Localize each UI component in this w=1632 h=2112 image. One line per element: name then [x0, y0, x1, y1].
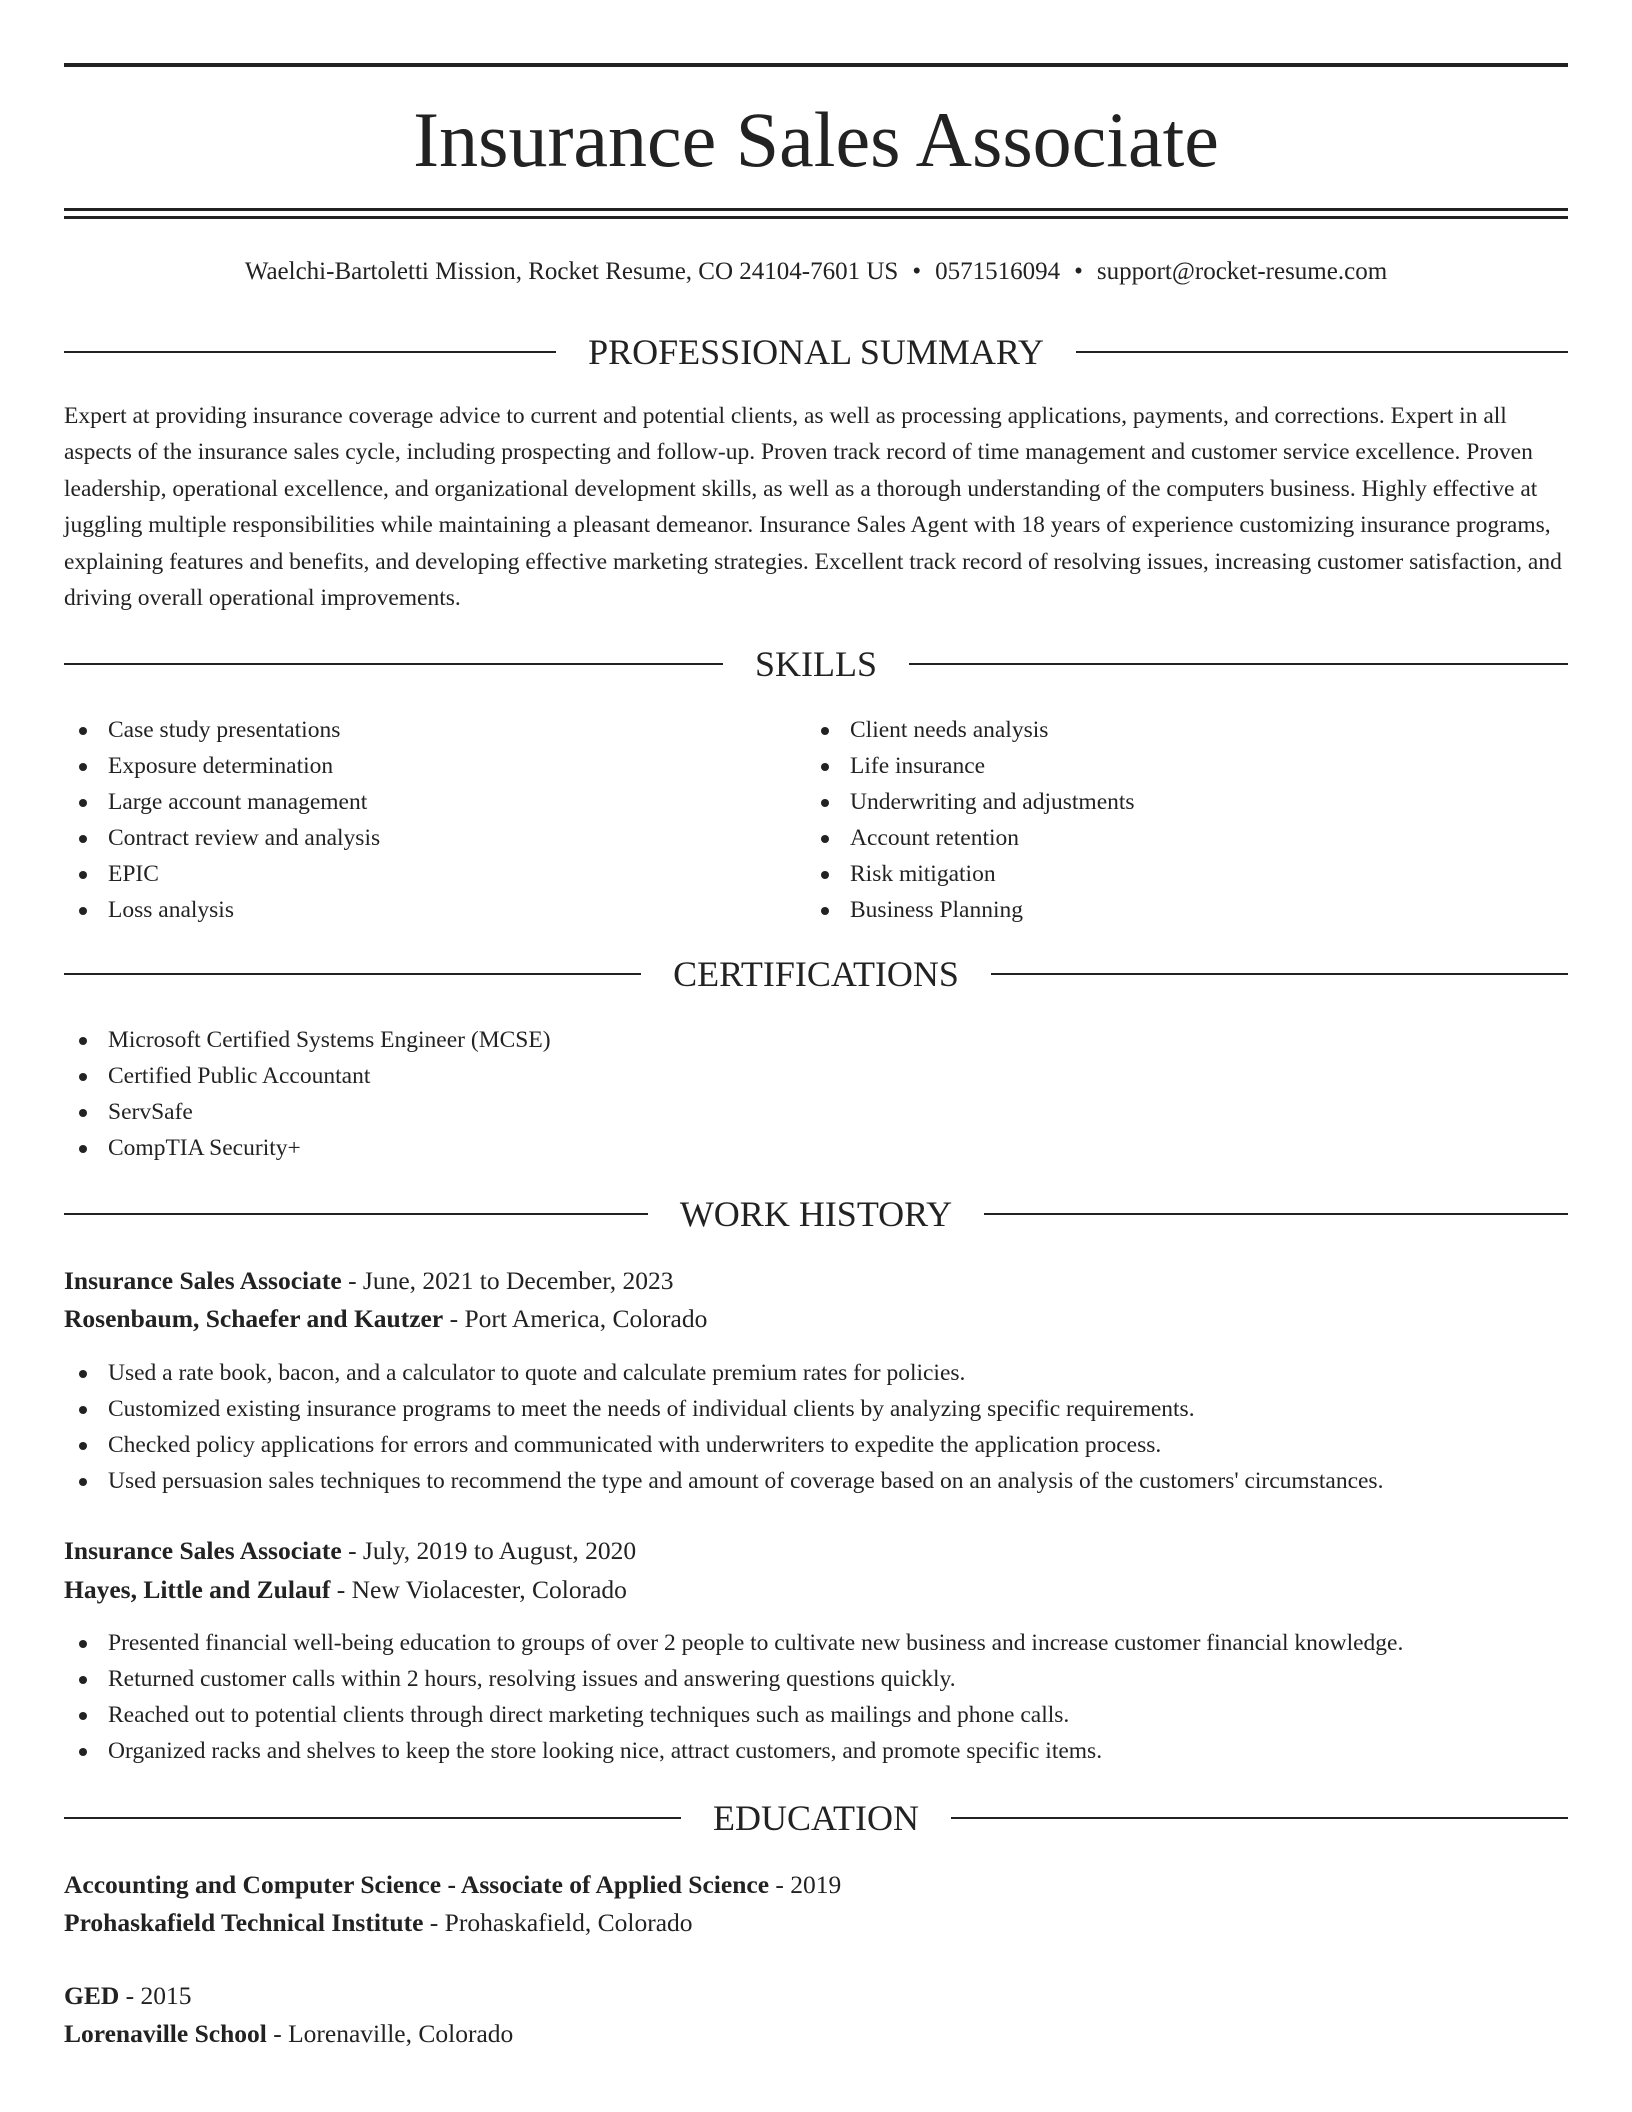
certification-item: Microsoft Certified Systems Engineer (MCSE) — [64, 1022, 1264, 1058]
divider-line — [984, 1213, 1568, 1215]
education-location: - Lorenaville, Colorado — [266, 2019, 514, 2048]
skills-heading — [64, 642, 1568, 686]
job-company-line — [64, 1300, 707, 1338]
education-year: - 2019 — [769, 1870, 842, 1899]
section-title: SKILLS — [755, 644, 878, 684]
skill-item: Business Planning — [806, 892, 1526, 928]
skill-item: Risk mitigation — [806, 856, 1526, 892]
contact-email: support@rocket-resume.com — [1096, 258, 1388, 285]
certifications-heading — [64, 952, 1568, 996]
divider-line — [991, 973, 1568, 975]
divider-line — [64, 1817, 681, 1819]
skills-list-left — [64, 712, 784, 928]
header-double-rule-lower — [64, 216, 1568, 219]
skill-item: Contract review and analysis — [64, 820, 784, 856]
contact-phone: 0571516094 — [935, 258, 1061, 285]
job-duties-list — [64, 1625, 1568, 1769]
job-duty-item: Organized racks and shelves to keep the store looking nice, attract customers, and promote specific items. — [64, 1733, 1568, 1769]
summary-text: Expert at providing insurance coverage advice to current and potential clients, as well as processing applications, payments, and corrections. Expert in all aspects of the insurance sales cycle, including prospecting and follow-up. Proven track record of time management and customer service excellence. Proven leadership, operational excellence, and organizational development skills, as well as a thorough understanding of the computers business. Highly effective at juggling multiple responsibilities while maintaining a pleasant demeanor. Insurance Sales Agent with 18 years of experience customizing insurance programs, explaining features and benefits, and developing effective marketing strategies. Excellent track record of resolving issues, increasing customer satisfaction, and driving overall operational improvements. — [64, 403, 1562, 612]
certifications-list — [64, 1022, 1264, 1166]
job-duty-item: Used persuasion sales techniques to recommend the type and amount of coverage based on an analysis of the customers' circumstances. — [64, 1463, 1568, 1499]
job-duty-item: Used a rate book, bacon, and a calculator to quote and calculate premium rates for policies. — [64, 1355, 1568, 1391]
job-company: Hayes, Little and Zulauf — [64, 1575, 331, 1604]
header-double-rule-upper — [64, 208, 1568, 211]
contact-line — [64, 255, 1568, 289]
contact-separator: • — [912, 258, 922, 285]
skill-item: Large account management — [64, 784, 784, 820]
job-company-line — [64, 1571, 627, 1609]
job-dates: - July, 2019 to August, 2020 — [341, 1536, 637, 1565]
skill-item: Exposure determination — [64, 748, 784, 784]
job-company: Rosenbaum, Schaefer and Kautzer — [64, 1304, 444, 1333]
job-title-line — [64, 1532, 636, 1570]
skill-item: Case study presentations — [64, 712, 784, 748]
education-school: Prohaskafield Technical Institute — [64, 1908, 424, 1937]
job-duty-item: Returned customer calls within 2 hours, resolving issues and answering questions quickly. — [64, 1661, 1568, 1697]
education-degree-line — [64, 1977, 192, 2015]
job-title-line — [64, 1262, 674, 1300]
contact-address: Waelchi-Bartoletti Mission, Rocket Resume, CO 24104-7601 US — [244, 258, 899, 285]
resume-title: Insurance Sales Associate — [413, 96, 1219, 183]
job-duties-list — [64, 1355, 1568, 1499]
education-location: - Prohaskafield, Colorado — [423, 1908, 693, 1937]
divider-line — [909, 663, 1568, 665]
job-duty-item: Presented financial well-being education to groups of over 2 people to cultivate new business and increase customer financial knowledge. — [64, 1625, 1568, 1661]
section-title: CERTIFICATIONS — [673, 954, 959, 994]
divider-line — [64, 973, 641, 975]
job-title: Insurance Sales Associate — [64, 1536, 342, 1565]
work-history-heading — [64, 1192, 1568, 1236]
divider-line — [64, 1213, 648, 1215]
education-degree: GED — [64, 1981, 120, 2010]
job-dates: - June, 2021 to December, 2023 — [341, 1266, 674, 1295]
certification-item: ServSafe — [64, 1094, 1264, 1130]
education-school-line — [64, 1904, 693, 1942]
skill-item: Client needs analysis — [806, 712, 1526, 748]
divider-line — [64, 351, 556, 353]
job-duty-item: Customized existing insurance programs to meet the needs of individual clients by analyzing specific requirements. — [64, 1391, 1568, 1427]
job-duty-item: Reached out to potential clients through direct marketing techniques such as mailings and phone calls. — [64, 1697, 1568, 1733]
job-title: Insurance Sales Associate — [64, 1266, 342, 1295]
education-year: - 2015 — [119, 1981, 192, 2010]
summary-heading — [64, 330, 1568, 374]
skill-item: Life insurance — [806, 748, 1526, 784]
skill-item: Loss analysis — [64, 892, 784, 928]
education-heading — [64, 1796, 1568, 1840]
skills-list-right — [806, 712, 1526, 928]
education-school-line — [64, 2015, 513, 2053]
certification-item: CompTIA Security+ — [64, 1130, 1264, 1166]
divider-line — [64, 663, 723, 665]
education-school: Lorenaville School — [64, 2019, 267, 2048]
skill-item: Account retention — [806, 820, 1526, 856]
education-degree: Accounting and Computer Science - Associate of Applied Science — [64, 1870, 770, 1899]
job-location: - New Violacester, Colorado — [330, 1575, 627, 1604]
section-title: WORK HISTORY — [679, 1194, 953, 1234]
certification-item: Certified Public Accountant — [64, 1058, 1264, 1094]
job-location: - Port America, Colorado — [443, 1304, 708, 1333]
section-title: PROFESSIONAL SUMMARY — [588, 332, 1044, 372]
divider-line — [951, 1817, 1568, 1819]
skill-item: Underwriting and adjustments — [806, 784, 1526, 820]
contact-separator: • — [1074, 258, 1083, 285]
header-top-rule — [64, 63, 1568, 67]
section-title: EDUCATION — [713, 1798, 919, 1838]
skill-item: EPIC — [64, 856, 784, 892]
job-duty-item: Checked policy applications for errors and communicated with underwriters to expedite the application process. — [64, 1427, 1568, 1463]
education-degree-line — [64, 1866, 841, 1904]
divider-line — [1076, 351, 1568, 353]
